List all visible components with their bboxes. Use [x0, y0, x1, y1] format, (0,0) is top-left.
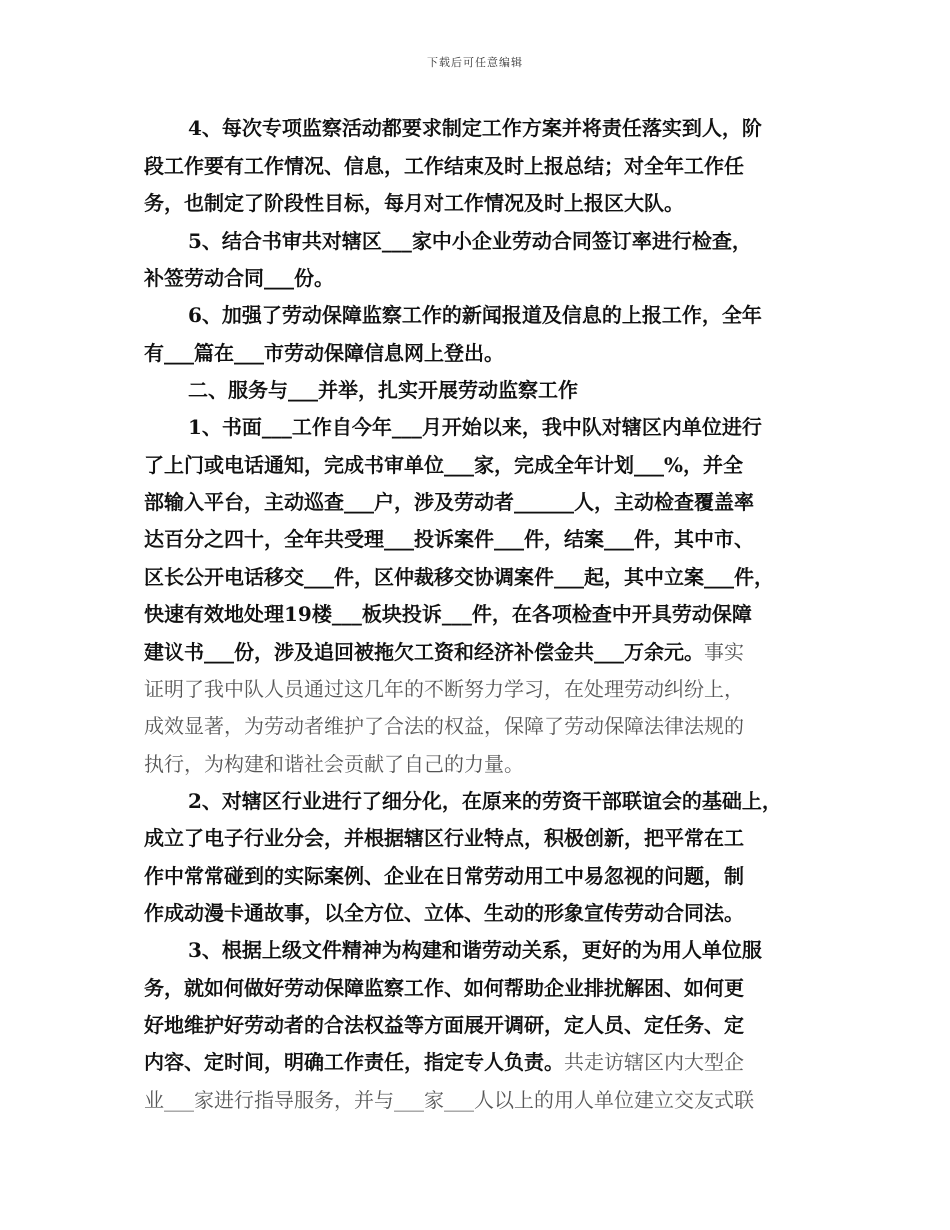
text-line: 业___家进行指导服务，并与___家___人以上的用人单位建立交友式联 [144, 1088, 754, 1112]
text-line: 证明了我中队人员通过这几年的不断努力学习，在处理劳动纠纷上， [144, 677, 744, 701]
text-segment: 内容、定时间，明确工作责任，指定专人负责。 [144, 1050, 564, 1074]
text-line: 好地维护好劳动者的合法权益等方面展开调研，定人员、定任务、定 [144, 1013, 744, 1037]
text-line: 作中常常碰到的实际案例、企业在日常劳动用工中易忽视的问题，制 [144, 864, 744, 888]
text-line: 6、加强了劳动保障监察工作的新闻报道及信息的上报工作，全年 [188, 303, 762, 327]
text-line: 务，也制定了阶段性目标，每月对工作情况及时上报区大队。 [144, 191, 684, 215]
text-line: 快速有效地处理19楼___板块投诉___件，在各项检查中开具劳动保障 [144, 602, 752, 626]
text-line: 2、对辖区行业进行了细分化，在原来的劳资干部联谊会的基础上， [188, 789, 782, 813]
text-line [144, 639, 744, 665]
text-line: 4、每次专项监察活动都要求制定工作方案并将责任落实到人，阶 [188, 116, 762, 140]
text-line: 了上门或电话通知，完成书审单位___家，完成全年计划___%，并全 [144, 453, 744, 477]
text-line: 1、书面___工作自今年___月开始以来，我中队对辖区内单位进行 [188, 415, 762, 439]
section-heading: 二、服务与___并举，扎实开展劳动监察工作 [188, 378, 578, 402]
text-segment: 建议书___份，涉及追回被拖欠工资和经济补偿金共___万余元。 [144, 640, 704, 664]
text-segment-light: 事实 [704, 640, 744, 664]
text-line [144, 1049, 744, 1075]
text-line: 作成动漫卡通故事，以全方位、立体、生动的形象宣传劳动合同法。 [144, 901, 744, 925]
text-line: 达百分之四十，全年共受理___投诉案件___件，结案___件，其中市、 [144, 527, 754, 551]
text-line: 成立了电子行业分会，并根据辖区行业特点，积极创新，把平常在工 [144, 826, 744, 850]
text-line: 段工作要有工作情况、信息，工作结束及时上报总结；对全年工作任 [144, 154, 744, 178]
text-line: 务，就如何做好劳动保障监察工作、如何帮助企业排扰解困、如何更 [144, 976, 744, 1000]
text-segment-light: 共走访辖区内大型企 [564, 1050, 744, 1074]
page-header: 下载后可任意编辑 [427, 56, 523, 69]
text-line: 补签劳动合同___份。 [144, 266, 334, 290]
text-line: 成效显著，为劳动者维护了合法的权益，保障了劳动保障法律法规的 [144, 714, 744, 738]
text-line: 3、根据上级文件精神为构建和谐劳动关系，更好的为用人单位服 [188, 938, 762, 962]
text-line: 区长公开电话移交___件，区仲裁移交协调案件___起，其中立案___件， [144, 565, 774, 589]
text-line: 执行，为构建和谐社会贡献了自己的力量。 [144, 752, 524, 776]
text-line: 部输入平台，主动巡查___户，涉及劳动者______人，主动检查覆盖率 [144, 490, 754, 514]
text-line: 5、结合书审共对辖区___家中小企业劳动合同签订率进行检查， [188, 229, 752, 253]
text-line: 有___篇在___市劳动保障信息网上登出。 [144, 341, 504, 365]
